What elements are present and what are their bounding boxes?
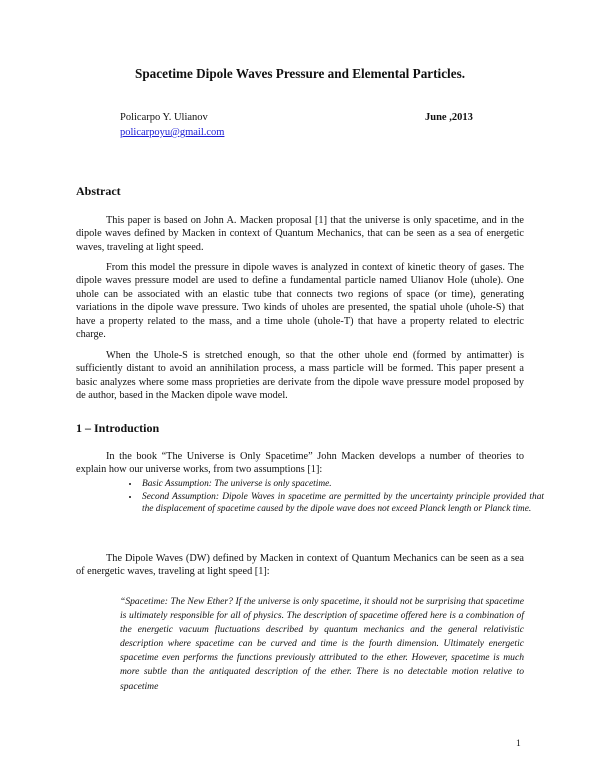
introduction-paragraph-2: The Dipole Waves (DW) defined by Macken in context of Quantum Mechanics can be seen as a sea of energetic waves, traveling at light speed [1]:: [76, 553, 524, 578]
paper-title: Spacetime Dipole Waves Pressure and Elemental Particles.: [134, 66, 465, 81]
abstract-heading: Abstract: [76, 184, 121, 198]
list-item: • Basic Assumption: The universe is only spacetime.: [140, 478, 544, 491]
author-name: Policarpo Y. Ulianov: [120, 112, 208, 123]
abstract-paragraph-1: This paper is based on John A. Macken proposal [1] that the universe is only spacetime, and in the dipole waves defined by Macken in context of Quantum Mechanics, that can be seen as a sea of energetic waves, traveling at light speed.: [76, 215, 524, 253]
assumptions-list: [120, 478, 544, 516]
publication-date: June ,2013: [425, 112, 473, 123]
abstract-paragraph-2: From this model the pressure in dipole waves is analyzed in context of kinetic theory of gases. The dipole waves pressure model are used to define a fundamental particle named Ulianov Hole (uhole). One uhole can be associated with an elastic tube that connects two regions of space (or time), generating variations in the dipole wave pressure. Two kinds of uholes are presented, the spatial uhole (uhole-S) that have a property related to the mass, and a time uhole (uhole-T) that have a property related to electric charge.: [76, 262, 524, 341]
page-number: 1: [516, 739, 521, 749]
list-item: • Second Assumption: Dipole Waves in spacetime are permitted by the uncertainty principle provided that the displacement of spacetime caused by the dipole wave does not exceed Planck length or Planck time.: [140, 491, 544, 516]
introduction-paragraph-1: In the book “The Universe is Only Spacetime” John Macken develops a number of theories to explain how our universe works, from two assumptions [1]:: [76, 451, 524, 476]
abstract-paragraph-3: When the Uhole-S is stretched enough, so that the other uhole end (formed by antimatter) is sufficiently distant to avoid an annihilation process, a mass particle will be formed. This paper present a basic analyzes where some mass proprieties are derivate from the dipole wave pressure model proposed by de author, based in the Macken dipole wave model.: [76, 350, 524, 402]
author-email-link[interactable]: policarpoyu@gmail.com: [120, 127, 225, 138]
block-quote: “Spacetime: The New Ether? If the universe is only spacetime, it should not be surprising that spacetime is ultimately responsible for all of physics. The description of spacetime offered here is a combination of the energetic vacuum fluctuations described by quantum mechanics and the general relativistic description where spacetime can be curved and time is the fourth dimension. Ultimately energetic spacetime even performs the functions previously attributed to the ether. However, spacetime is much more subtle than the antiquated description of the ether. There is no detectable motion relative to spacetime: [120, 596, 524, 692]
introduction-heading: 1 – Introduction: [76, 421, 160, 435]
